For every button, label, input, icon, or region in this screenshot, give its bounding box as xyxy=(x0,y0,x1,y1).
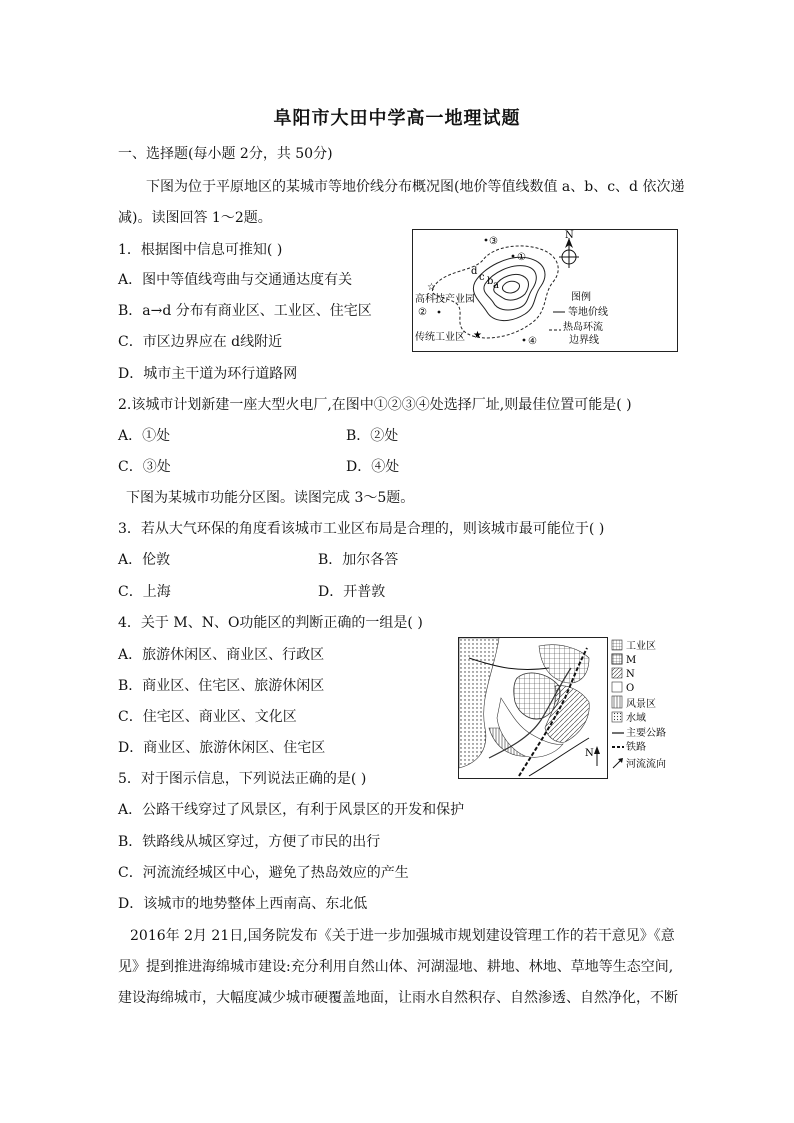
question-2-option-c[interactable]: C．③处 xyxy=(118,459,171,475)
map-label-3: ③ xyxy=(489,236,498,247)
legend-o: O xyxy=(626,683,635,694)
legend-scenic-swatch xyxy=(612,696,622,708)
question-2-option-b[interactable]: B．②处 xyxy=(346,428,399,444)
passage-line-3: 建设海绵城市，大幅度减少城市硬覆盖地面，让雨水自然积存、自然渗透、自然净化，不断 xyxy=(118,990,678,1006)
legend-heat-island-1: 热岛环流 xyxy=(563,322,603,333)
north-arrow-icon xyxy=(559,238,579,268)
section-heading: 一、选择题(每小题 2分，共 50分) xyxy=(118,146,333,162)
question-3-option-b[interactable]: B．加尔各答 xyxy=(318,552,399,568)
point-1-dot xyxy=(512,255,515,258)
functional-zone-legend xyxy=(610,637,690,782)
legend-water: 水域 xyxy=(626,713,646,724)
legend-road: 主要公路 xyxy=(626,728,666,739)
north-label-2: N xyxy=(585,748,594,759)
map-label-hightech: 高科技产业园 xyxy=(415,294,475,305)
question-5-option-b[interactable]: B．铁路线从城区穿过，方便了市民的出行 xyxy=(118,834,381,850)
question-4-option-b[interactable]: B．商业区、住宅区、旅游休闲区 xyxy=(118,678,325,694)
north-arrow-icon-2 xyxy=(594,746,600,766)
map-label-traditional: 传统工业区 xyxy=(415,332,465,343)
passage-line-2: 见》提到推进海绵城市建设:充分利用自然山体、河湖湿地、耕地、林地、草地等生态空间, xyxy=(118,959,674,975)
page-title: 阜阳市大田中学高一地理试题 xyxy=(273,108,521,129)
question-4-option-d[interactable]: D．商业区、旅游休闲区、住宅区 xyxy=(118,740,326,756)
question-4-stem: 4．关于 M、N、O功能区的判断正确的一组是( ) xyxy=(118,615,423,631)
functional-zone-map xyxy=(459,638,607,778)
question-5-option-a[interactable]: A．公路干线穿过了风景区，有利于风景区的开发和保护 xyxy=(118,802,465,818)
map-label-4: ④ xyxy=(528,336,537,347)
legend-heat-island-2: 边界线 xyxy=(569,335,599,346)
legend-scenic: 风景区 xyxy=(626,699,656,710)
legend-n: N xyxy=(626,669,635,680)
point-2-dot xyxy=(438,311,441,314)
question-1-option-a[interactable]: A．图中等值线弯曲与交通通达度有关 xyxy=(118,272,353,288)
question-1-stem: 1．根据图中信息可推知( ) xyxy=(118,242,283,258)
passage-line-1: 2016年 2月 21日,国务院发布《关于进一步加强城市规划建设管理工作的若干意见》《意 xyxy=(130,928,675,944)
functional-zone-legend-svg xyxy=(610,637,690,782)
hightech-star-icon: ☆ xyxy=(427,282,436,293)
land-price-map-figure xyxy=(412,229,678,352)
legend-industrial: 工业区 xyxy=(626,641,656,652)
legend-isoline: 等地价线 xyxy=(568,307,608,318)
water-area xyxy=(459,638,499,768)
question-1-option-d[interactable]: D．城市主干道为环行道路网 xyxy=(118,366,298,382)
legend-m-swatch xyxy=(612,654,622,664)
question-1-option-c[interactable]: C．市区边界应在 d线附近 xyxy=(118,334,283,350)
question-3-option-c[interactable]: C．上海 xyxy=(118,584,171,600)
legend-o-swatch xyxy=(612,682,622,692)
question-2-option-d[interactable]: D．④处 xyxy=(346,459,400,475)
legend-railway: 铁路 xyxy=(626,742,646,753)
legend-industrial-swatch xyxy=(612,640,622,650)
point-4-dot xyxy=(523,339,526,342)
question-2-stem: 2.该城市计划新建一座大型火电厂,在图中①②③④处选择厂址,则最佳位置可能是( ) xyxy=(118,397,632,413)
intro-text-2: 下图为某城市功能分区图。读图完成 3～5题。 xyxy=(126,490,415,506)
legend-river-flow: 河流流向 xyxy=(626,759,666,770)
question-5-option-d[interactable]: D．该城市的地势整体上西南高、东北低 xyxy=(118,896,368,912)
point-3-dot xyxy=(485,239,488,242)
intro-text-1: 下图为位于平原地区的某城市等地价线分布概况图(地价等值线数值 a、b、c、d 依次递 xyxy=(146,179,685,195)
north-label: N xyxy=(565,230,574,241)
question-4-option-a[interactable]: A．旅游休闲区、商业区、行政区 xyxy=(118,647,325,663)
question-3-stem: 3．若从大气环保的角度看该城市工业区布局是合理的，则该城市最可能位于( ) xyxy=(118,521,605,537)
isoline-label-c: c xyxy=(479,272,485,283)
isoline-label-a: a xyxy=(493,280,499,291)
question-3-option-d[interactable]: D．开普敦 xyxy=(318,584,386,600)
intro-text-1-cont: 减)。读图回答 1～2题。 xyxy=(118,210,272,226)
question-5-stem: 5．对于图示信息，下列说法正确的是( ) xyxy=(118,771,367,787)
question-5-option-c[interactable]: C．河流流经城区中心，避免了热岛效应的产生 xyxy=(118,865,409,881)
map-label-2: ② xyxy=(418,307,427,318)
question-4-option-c[interactable]: C．住宅区、商业区、文化区 xyxy=(118,709,297,725)
heat-island-boundary xyxy=(432,246,558,338)
functional-zone-map-figure xyxy=(458,637,608,779)
traditional-star-icon: ★ xyxy=(473,330,482,341)
map-label-1: ① xyxy=(517,252,526,263)
legend-n-swatch xyxy=(612,668,622,678)
isoline-label-b: b xyxy=(487,276,494,287)
question-3-option-a[interactable]: A．伦敦 xyxy=(118,552,171,568)
legend-title: 图例 xyxy=(571,292,591,303)
river-direction-arrow-icon xyxy=(613,758,623,768)
land-price-map xyxy=(413,230,677,351)
legend-m: M xyxy=(626,655,637,666)
isoline-a xyxy=(502,281,519,293)
question-1-option-b[interactable]: B．a→d 分布有商业区、工业区、住宅区 xyxy=(118,303,372,319)
isoline-label-d: d xyxy=(471,266,478,277)
legend-water-swatch xyxy=(612,712,622,722)
question-2-option-a[interactable]: A．①处 xyxy=(118,428,171,444)
